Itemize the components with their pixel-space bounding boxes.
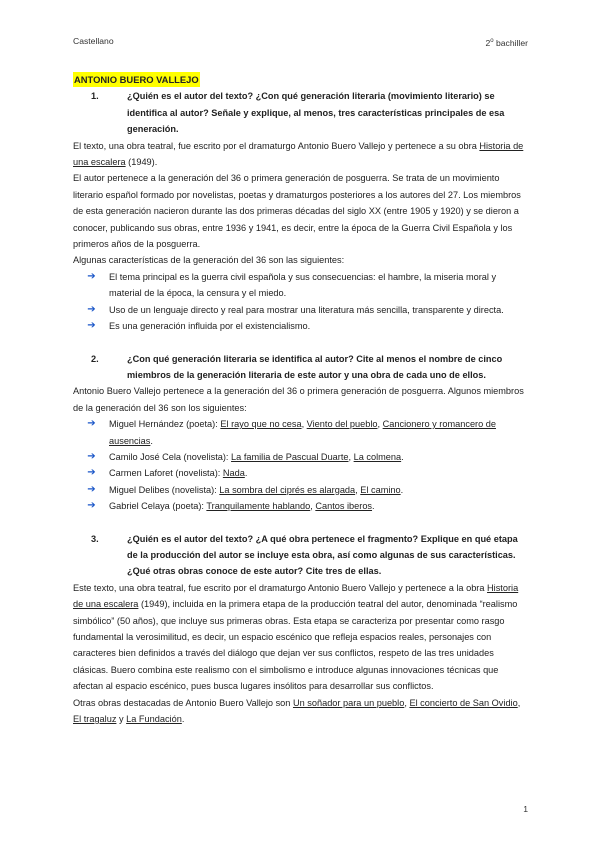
list-item: ➔ Camilo José Cela (novelista): La familia de Pascual Duarte, La colmena. [73, 449, 528, 465]
work-link[interactable]: La sombra del ciprés es alargada [219, 484, 356, 495]
arrow-bullet-icon: ➔ [87, 467, 96, 479]
arrow-bullet-icon: ➔ [87, 320, 96, 332]
work-link[interactable]: Tranquilamente hablando [206, 501, 311, 512]
list-item: ➔ Miguel Hernández (poeta): El rayo que no cesa, Viento del pueblo, Cancionero y romancero de ausencias. [73, 416, 528, 449]
answer-2-paragraph: Antonio Buero Vallejo pertenece a la generación del 36 o primera generación de posguerra. Algunos miembros de la generación del 36 son los siguientes: [73, 386, 524, 413]
list-item: ➔ Miguel Delibes (novelista): La sombra del ciprés es alargada, El camino. [73, 482, 528, 498]
list-item: ➔ Uso de un lenguaje directo y real para mostrar una literatura más sencilla, transparente y directa. [73, 302, 528, 318]
question-3: 3. ¿Quién es el autor del texto? ¿A qué obra pertenece el fragmento? Explique en qué etapa de la producción del autor se incluye esta obra, así como algunas de sus características. ¿Qué otras obras conoce de este autor? Cite tres de ellas. [91, 533, 518, 577]
work-link[interactable]: Cancionero y romancero de ausencias [109, 419, 496, 446]
arrow-bullet-icon: ➔ [87, 418, 96, 430]
document-body [73, 72, 528, 727]
work-link[interactable]: Un soñador para un pueblo [292, 697, 405, 708]
list-item: ➔ El tema principal es la guerra civil española y sus consecuencias: el hambre, la miseria moral y material de la época, la censura y el miedo. [73, 269, 528, 302]
header-course: 2$^o$ bachiller [485, 37, 528, 48]
members-list [73, 416, 528, 514]
list-item: ➔ Es una generación influida por el existencialismo. [73, 318, 528, 334]
question-1: 1. ¿Quién es el autor del texto? ¿Con qué generación literaria (movimiento literario) se identifica al autor? Señale y explique, al menos, tres características principales de esa generación. [91, 91, 505, 135]
arrow-bullet-icon: ➔ [87, 500, 96, 512]
question-2: 2. ¿Con qué generación literaria se identifica al autor? Cite al menos el nombre de cinco miembros de la generación literaria de este autor y una obra de cada uno de ellos. [91, 353, 503, 380]
work-link[interactable]: Viento del pueblo [306, 419, 378, 430]
arrow-bullet-icon: ➔ [87, 450, 96, 462]
document-title: ANTONIO BUERO VALLEJO [74, 74, 199, 85]
work-link[interactable]: El tragaluz [73, 714, 117, 725]
list-item: ➔ Gabriel Celaya (poeta): Tranquilamente hablando, Cantos iberos. [73, 498, 528, 514]
work-link[interactable]: El rayo que no cesa [220, 419, 302, 430]
answer-1-paragraph: El texto, una obra teatral, fue escrito por el dramaturgo Antonio Buero Vallejo y pertenece a su obra Historia de una escalera (1949). [73, 140, 524, 168]
work-link[interactable]: Cantos iberos [315, 501, 373, 512]
answer-1-paragraph: Algunas características de la generación del 36 son las siguientes: [73, 255, 345, 266]
work-link[interactable]: La colmena [353, 451, 402, 462]
header-subject: Castellano [73, 36, 114, 46]
arrow-bullet-icon: ➔ [87, 303, 96, 315]
work-link[interactable]: El concierto de San Ovidio [409, 697, 518, 708]
list-item: ➔ Carmen Laforet (novelista): Nada. [73, 465, 528, 481]
answer-1-paragraph: El autor pertenece a la generación del 36 o primera generación de posguerra. Se trata de un movimiento literario español formado por novelistas, poetas y dramaturgos posteriores a los autores del 27. Los miembros de esta generación nacieron durante las dos primeras décadas del siglo XX (entre 1905 y 1920) y se dieron a conocer, publicando sus obras, entre 1936 y 1941, es decir, entre la época de la Guerra Civil Española y los primeros años de la posguerra. [73, 173, 521, 250]
work-link[interactable]: Historia de una escalera [73, 582, 519, 610]
work-link[interactable]: Nada [222, 468, 245, 479]
arrow-bullet-icon: ➔ [87, 270, 96, 282]
work-link[interactable]: La familia de Pascual Duarte [231, 451, 349, 462]
arrow-bullet-icon: ➔ [87, 483, 96, 495]
work-link[interactable]: La Fundación [126, 714, 182, 725]
answer-3-paragraph: Este texto, una obra teatral, fue escrito por el dramaturgo Antonio Buero Vallejo y pertenece a la obra Historia de una escalera (1949), incluida en la primera etapa de la producción teatral del autor, denominada “realismo simbólico” (50 años), que incluye sus primeras obras. Esta etapa se caracteriza por presentar como rasgo fundamental la verosimilitud, es decir, un espacio escénico que refleja espacios reales, personajes con caracteres bien definidos a través del diálogo que dejan ver sus conflictos, respeto de las tres unidades clásicas. Buero combina este realismo con el simbolismo e introduce algunas innovaciones técnicas que afectan al espacio escénico, pues busca lugares insólitos para desarrollar sus conflictos. [73, 582, 519, 692]
page-number: 1 [523, 804, 528, 814]
characteristics-list [73, 269, 528, 335]
answer-3-paragraph: Otras obras destacadas de Antonio Buero Vallejo son Un soñador para un pueblo, El concierto de San Ovidio, El tragaluz y La Fundación. [73, 697, 521, 725]
work-link[interactable]: El camino [360, 484, 401, 495]
work-link[interactable]: Historia de una escalera [73, 140, 524, 168]
